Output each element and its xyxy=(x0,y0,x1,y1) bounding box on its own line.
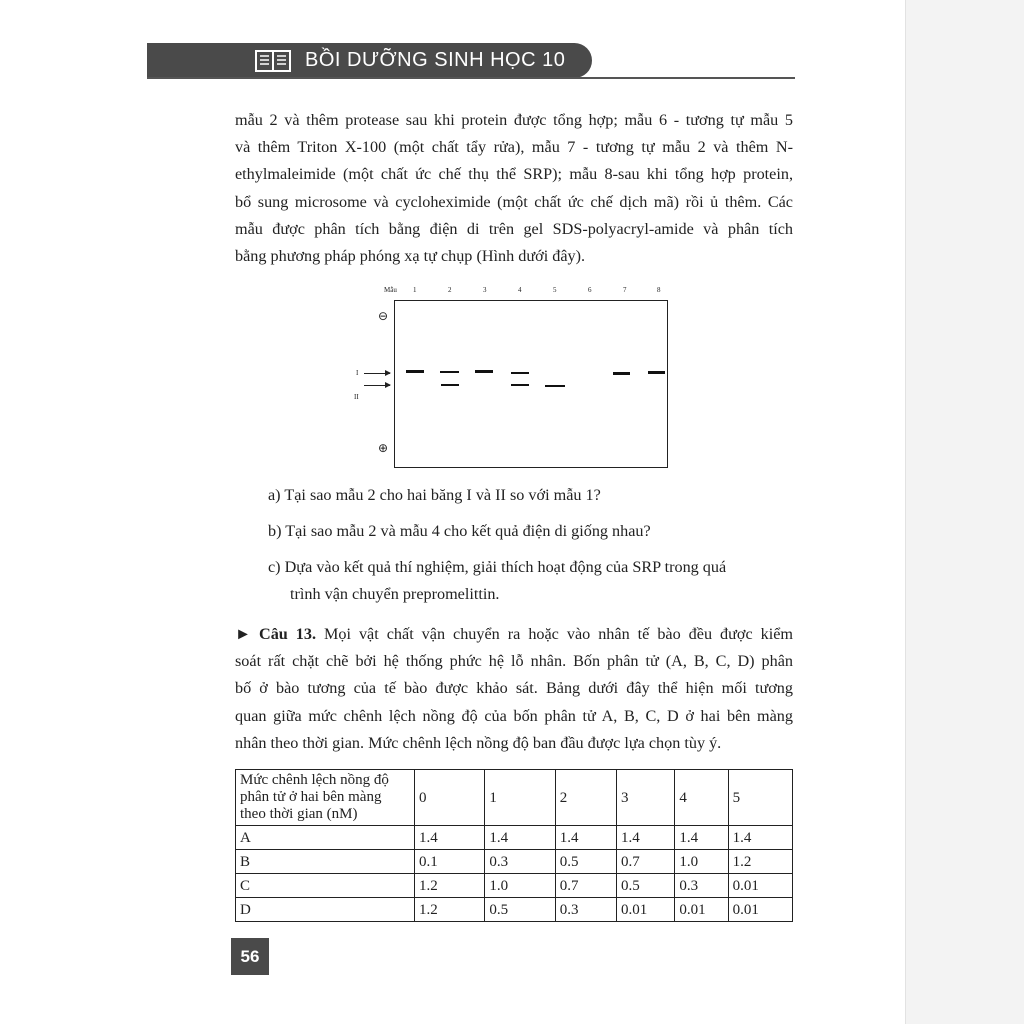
band-lane8-i xyxy=(648,371,665,374)
table-cell: 1.2 xyxy=(414,898,484,922)
lane-sample-label: Mẫu xyxy=(384,286,397,294)
lane-label: 5 xyxy=(553,286,557,294)
lane-label: 7 xyxy=(623,286,627,294)
band-label-ii: II xyxy=(354,393,359,401)
table-cell: 1.4 xyxy=(485,826,555,850)
molecule-name: A xyxy=(236,826,415,850)
cau13-line xyxy=(235,621,793,648)
table-cell: 0.01 xyxy=(728,874,792,898)
table-cell: 0.7 xyxy=(555,874,616,898)
question-c-cont: trình vận chuyển prepromelittin. xyxy=(290,585,500,603)
table-cell: 0.01 xyxy=(728,898,792,922)
table-cell: 1.4 xyxy=(675,826,728,850)
table-row xyxy=(236,874,793,898)
table-header-row xyxy=(236,770,793,826)
cau13-line: bố ở bào tương của tế bào được khảo sát. Bảng dưới đây thể hiện mối tương xyxy=(235,679,793,698)
table-cell: 0.7 xyxy=(617,850,675,874)
chapter-header xyxy=(147,43,592,78)
book-icon xyxy=(255,49,291,73)
gel-figure xyxy=(350,282,680,472)
band-lane3-i xyxy=(475,370,493,373)
table-cell: 0.1 xyxy=(414,850,484,874)
table-cell: 1.0 xyxy=(675,850,728,874)
table-cell: 1.2 xyxy=(414,874,484,898)
table-cell: 0.5 xyxy=(555,850,616,874)
page-number: 56 xyxy=(231,938,269,975)
table-cell: 0.01 xyxy=(675,898,728,922)
question-a: a) Tại sao mẫu 2 cho hai băng I và II so với mẫu 1? xyxy=(268,486,601,504)
question-c: c) Dựa vào kết quả thí nghiệm, giải thích hoạt động của SRP trong quá xyxy=(268,558,727,576)
time-header: 3 xyxy=(617,770,675,826)
time-header: 0 xyxy=(414,770,484,826)
cau13-marker: ► Câu 13. xyxy=(235,625,317,643)
molecule-name: C xyxy=(236,874,415,898)
gel-box xyxy=(394,300,668,468)
header-title: BỒI DƯỠNG SINH HỌC 10 xyxy=(305,49,566,71)
intro-line: và thêm Triton X-100 (một chất tẩy rửa), mẫu 7 - tương tự mẫu 2 và thêm N- xyxy=(235,138,793,157)
cau13-line: nhân theo thời gian. Mức chênh lệch nồng độ ban đầu được lựa chọn tùy ý. xyxy=(235,733,722,752)
plus-electrode-icon: ⊕ xyxy=(378,441,389,455)
table-cell: 0.01 xyxy=(617,898,675,922)
band-lane5-ii xyxy=(545,385,565,387)
table-cell: 0.5 xyxy=(617,874,675,898)
lane-label: 3 xyxy=(483,286,487,294)
table-row xyxy=(236,898,793,922)
header-label-line: Mức chênh lệch nồng độ xyxy=(240,772,389,788)
cau13-line: quan giữa mức chênh lệch nồng độ của bốn phân tử A, B, C, D ở hai bên màng xyxy=(235,706,793,725)
table-cell: 1.0 xyxy=(485,874,555,898)
molecule-name: D xyxy=(236,898,415,922)
table-row xyxy=(236,826,793,850)
intro-line: bổ sung microsome và cycloheximide (một chất ức chế dịch mã) rồi ủ thêm. Các xyxy=(235,192,793,211)
minus-electrode-icon: ⊖ xyxy=(378,309,389,323)
band-lane1-i xyxy=(406,370,424,373)
time-header: 4 xyxy=(675,770,728,826)
header-label-line: phân tử ở hai bên màng xyxy=(240,789,382,805)
table-cell: 0.5 xyxy=(485,898,555,922)
arrow-band-ii xyxy=(364,385,390,386)
band-label-i: I xyxy=(356,369,359,377)
table-cell: 0.3 xyxy=(675,874,728,898)
band-lane4-i xyxy=(511,372,529,374)
cau13-line: soát rất chặt chẽ bởi hệ thống phức hệ lỗ nhân. Bốn phân tử (A, B, C, D) phân xyxy=(235,652,793,671)
table-cell: 1.2 xyxy=(728,850,792,874)
time-header: 5 xyxy=(728,770,792,826)
table-cell: 1.4 xyxy=(414,826,484,850)
intro-line: mẫu được phân tích bằng điện di trên gel SDS-polyacryl-amide và phân tích xyxy=(235,219,793,238)
header-rule xyxy=(147,77,795,79)
intro-line: bằng phương pháp phóng xạ tự chụp (Hình dưới đây). xyxy=(235,247,586,266)
lane-label: 1 xyxy=(413,286,417,294)
band-lane4-ii xyxy=(511,384,529,386)
intro-paragraph xyxy=(235,107,793,270)
lane-label: 8 xyxy=(657,286,661,294)
question-b: b) Tại sao mẫu 2 và mẫu 4 cho kết quả điện di giống nhau? xyxy=(268,522,651,540)
cau13-first-line: Mọi vật chất vận chuyển ra hoặc vào nhân tế bào đều được kiểm xyxy=(316,625,793,643)
table-cell: 0.3 xyxy=(555,898,616,922)
table-cell: 1.4 xyxy=(728,826,792,850)
cau13-paragraph xyxy=(235,621,793,757)
lane-label: 6 xyxy=(588,286,592,294)
molecule-name: B xyxy=(236,850,415,874)
band-lane2-ii xyxy=(441,384,459,386)
time-header: 1 xyxy=(485,770,555,826)
band-lane2-i xyxy=(440,371,459,373)
lane-label: 2 xyxy=(448,286,452,294)
table-header-label xyxy=(236,770,415,826)
concentration-table xyxy=(235,769,793,922)
intro-line: ethylmaleimide (một chất ức chế thụ thể SRP); mẫu 8-sau khi tổng hợp protein, xyxy=(235,165,793,184)
page-margin xyxy=(905,0,1024,1024)
table-row xyxy=(236,850,793,874)
header-label-line: theo thời gian (nM) xyxy=(240,806,358,822)
band-lane7-i xyxy=(613,372,630,375)
table-cell: 0.3 xyxy=(485,850,555,874)
table-cell: 1.4 xyxy=(617,826,675,850)
lane-label: 4 xyxy=(518,286,522,294)
table-cell: 1.4 xyxy=(555,826,616,850)
time-header: 2 xyxy=(555,770,616,826)
arrow-band-i xyxy=(364,373,390,374)
intro-line: mẫu 2 và thêm protease sau khi protein được tổng hợp; mẫu 6 - tương tự mẫu 5 xyxy=(235,111,793,129)
